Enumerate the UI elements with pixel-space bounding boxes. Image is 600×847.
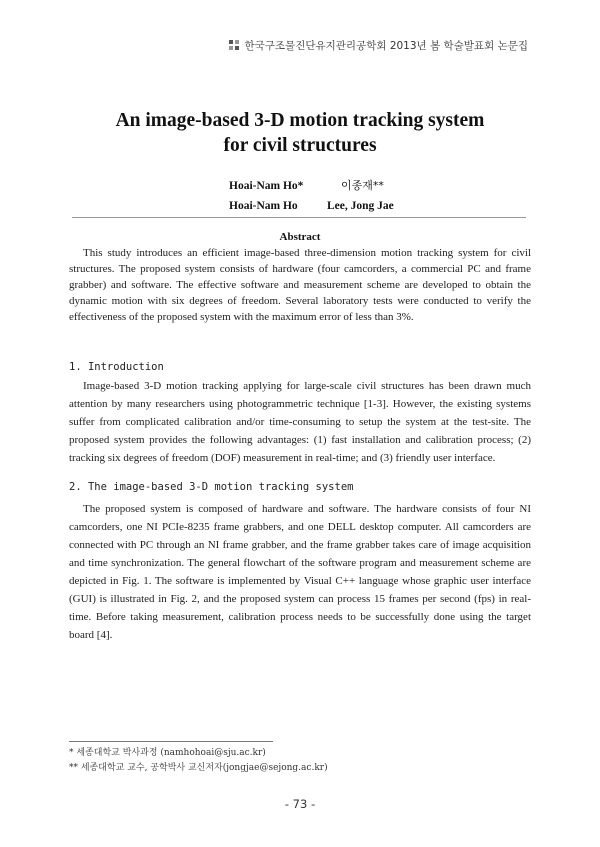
journal-name: 한국구조물진단유지관리공학회 2013년 봄 학술발표회 논문집 bbox=[244, 40, 528, 52]
page-number: - 73 - bbox=[284, 797, 316, 811]
author-row-2 bbox=[0, 196, 600, 216]
abstract-text: This study introduces an efficient image-based three-dimension motion tracking system for civil structures. The proposed system consists of hardware (four camcorders, a commercial PC and frame grabber) and software. The effective software and measurement scheme are developed to obtain the dynamic motion with six degrees of freedom. Several laboratory tests were conducted to verify the effectiveness of the proposed system with the maximum error of less than 3%. bbox=[69, 247, 531, 323]
author-2-name-english: Lee, Jong Jae bbox=[327, 200, 394, 212]
author-2-name-korean: 이종재** bbox=[341, 179, 384, 192]
footnote-divider bbox=[69, 741, 273, 742]
title-divider bbox=[72, 217, 526, 218]
author-block bbox=[0, 176, 600, 216]
section-2-text: The proposed system is composed of hardware and software. The hardware consists of four NI camcorders, one NI PCIe-8235 frame grabbers, and one DELL desktop computer. All camcorders are connected with PC through an NI frame grabber, and the frame grabber takes care of image acquisition and time synchronization. The general flowchart of the software program and measurement scheme are depicted in Fig. 1. The software is implemented by Visual C++ language whose graphic user interface (GUI) is illustrated in Fig. 2, and the proposed system can process 15 frames per second (fps) in real-time. Before taking measurement, calibration process needs to be successfully done using the target board [4]. bbox=[69, 503, 531, 641]
footnotes bbox=[69, 746, 328, 776]
society-logo-icon bbox=[229, 40, 240, 51]
abstract-heading: Abstract bbox=[279, 231, 321, 243]
section-1-heading: 1. Introduction bbox=[69, 361, 164, 373]
running-header bbox=[229, 38, 528, 53]
title-line-1: An image-based 3-D motion tracking system bbox=[115, 110, 485, 131]
paper-title bbox=[0, 108, 600, 158]
footnote-2: ** 세종대학교 교수, 공학박사 교신저자(jongjae@sejong.ac.kr) bbox=[69, 763, 328, 773]
author-1-name: Hoai-Nam Ho* bbox=[229, 180, 304, 192]
footnote-1: * 세종대학교 박사과정 (namhohoai@sju.ac.kr) bbox=[69, 748, 266, 758]
author-row-1 bbox=[0, 176, 600, 196]
section-1-text: Image-based 3-D motion tracking applying for large-scale civil structures has been drawn much attention by many researchers using photogrammetric technique [1-3]. However, the existing systems suffer from complicated calibration and/or time-consuming to setup the system at the test-site. The proposed system provides the following advantages: (1) fast installation and calibration process; (2) tracking six degrees of freedom (DOF) measurement in real-time; and (3) friendly user interface. bbox=[69, 380, 531, 464]
section-2-heading: 2. The image-based 3-D motion tracking system bbox=[69, 481, 354, 493]
title-line-2: for civil structures bbox=[223, 135, 377, 156]
author-1-name-english: Hoai-Nam Ho bbox=[229, 200, 298, 212]
